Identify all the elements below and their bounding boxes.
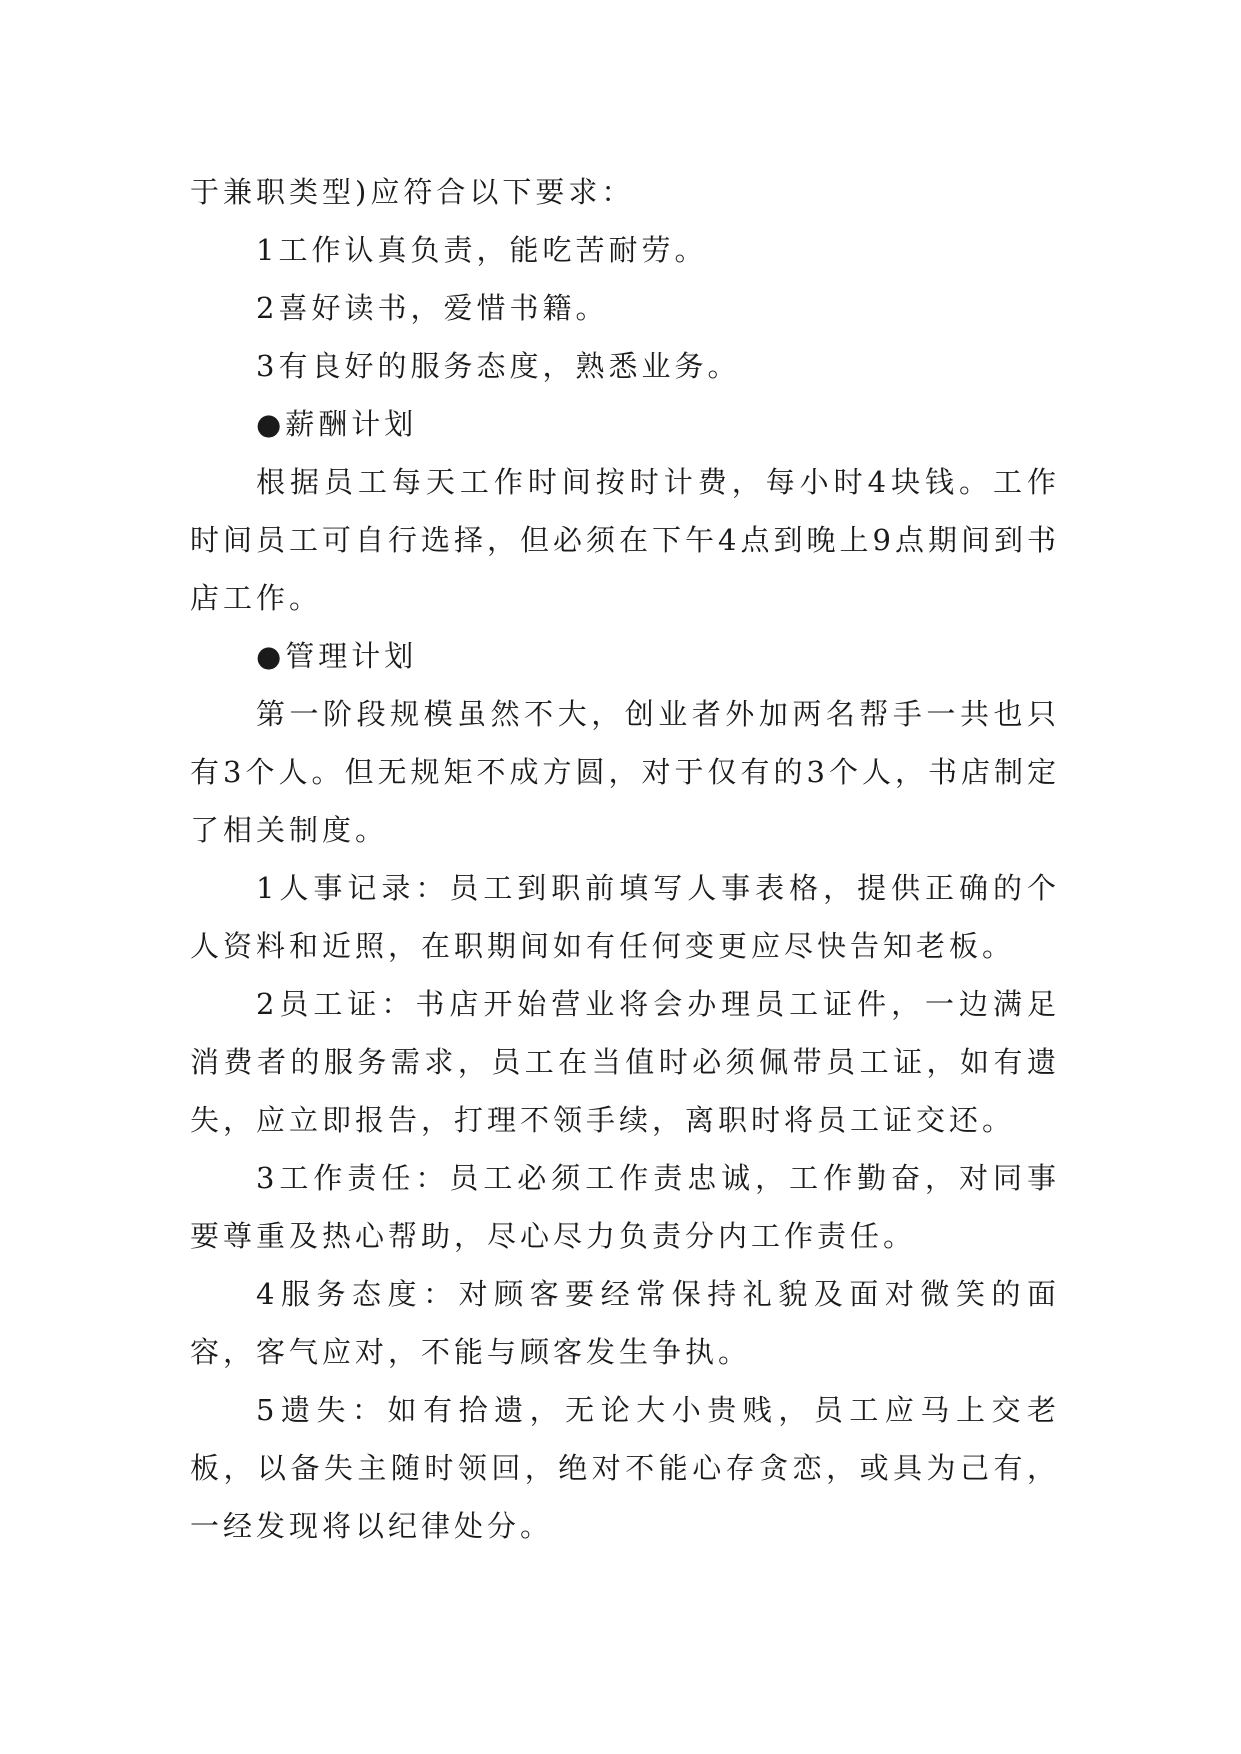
- rule-service-attitude: 4服务态度：对顾客要经常保持礼貌及面对微笑的面容，客气应对，不能与顾客发生争执。: [190, 1277, 1060, 1369]
- requirement-item-2: 2喜好读书，爱惜书籍。: [256, 291, 609, 325]
- section-heading-salary: ●薪酬计划: [256, 407, 418, 441]
- rule-employee-badge: 2员工证：书店开始营业将会办理员工证件，一边满足消费者的服务需求，员工在当值时必须佩带员工证，如有遗失，应立即报告，打理不领手续，离职时将员工证交还。: [190, 987, 1060, 1137]
- paragraph-continuation: 于兼职类型)应符合以下要求：: [190, 175, 635, 209]
- document-body: [190, 163, 1060, 1555]
- rule-work-responsibility: 3工作责任：员工必须工作责忠诚，工作勤奋，对同事要尊重及热心帮助，尽心尽力负责分内工作责任。: [190, 1161, 1060, 1253]
- requirement-item-1: 1工作认真负责，能吃苦耐劳。: [256, 233, 708, 267]
- salary-paragraph: 根据员工每天工作时间按时计费，每小时4块钱。工作时间员工可自行选择，但必须在下午4点到晚上9点期间到书店工作。: [190, 465, 1060, 615]
- section-heading-management: ●管理计划: [256, 639, 418, 673]
- management-intro-paragraph: 第一阶段规模虽然不大，创业者外加两名帮手一共也只有3个人。但无规矩不成方圆，对于仅有的3个人，书店制定了相关制度。: [190, 697, 1060, 847]
- rule-lost-items: 5遗失：如有拾遗，无论大小贵贱，员工应马上交老板，以备失主随时领回，绝对不能心存贪恋，或具为己有，一经发现将以纪律处分。: [190, 1393, 1060, 1543]
- requirement-item-3: 3有良好的服务态度，熟悉业务。: [256, 349, 741, 383]
- rule-personnel-records: 1人事记录：员工到职前填写人事表格，提供正确的个人资料和近照，在职期间如有任何变更应尽快告知老板。: [190, 871, 1060, 963]
